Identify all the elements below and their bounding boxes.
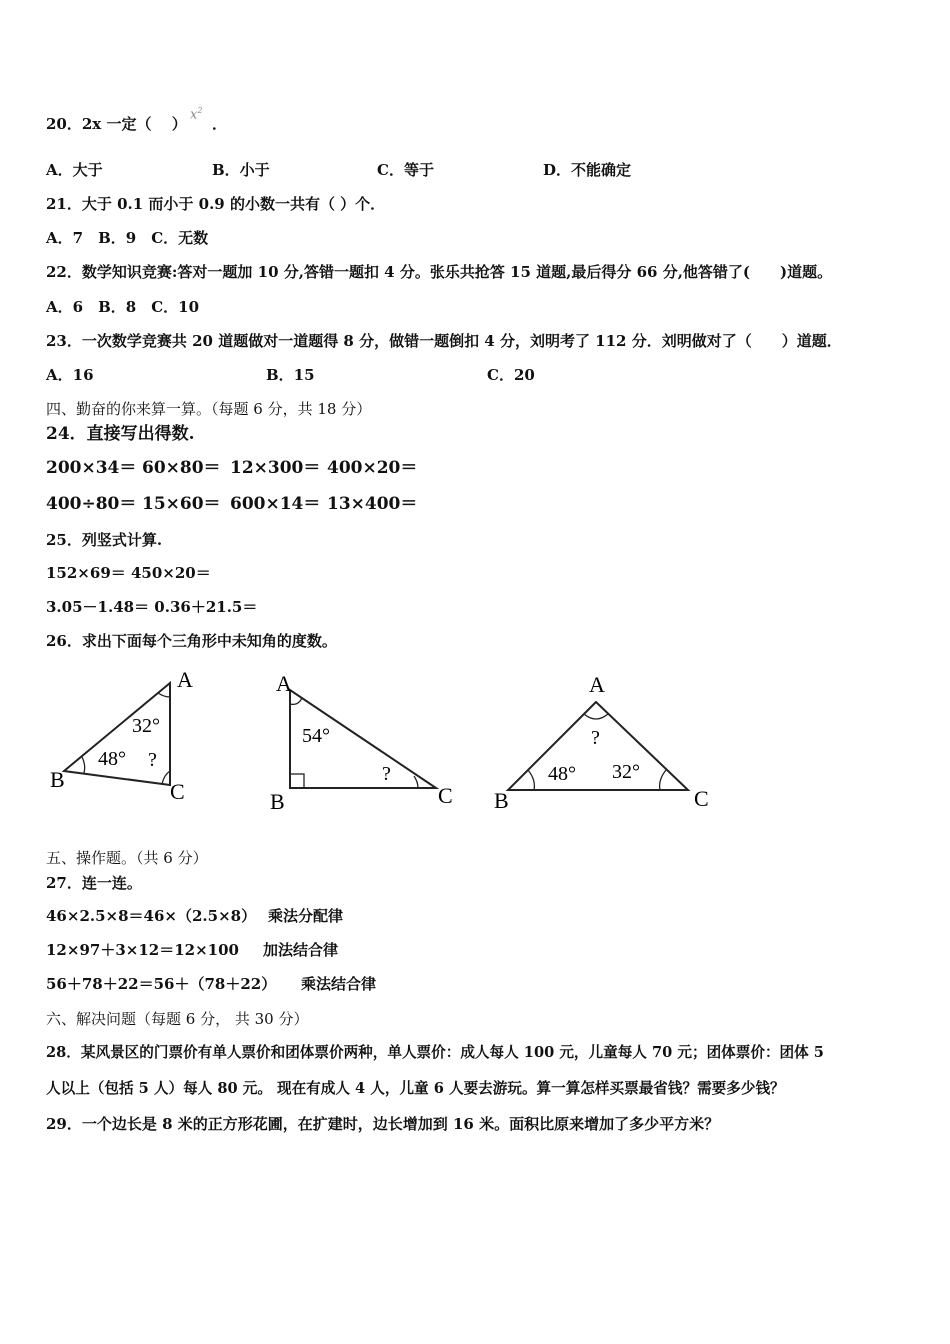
triangle-1-figure bbox=[40, 665, 220, 805]
q23-option-b: B．15 bbox=[266, 366, 315, 384]
q20-option-d: D．不能确定 bbox=[543, 161, 632, 179]
q20-tail: ． bbox=[212, 115, 228, 133]
section-4-heading: 四、勤奋的你来算一算。（每题 6 分，共 18 分） bbox=[46, 400, 372, 418]
triangle-1-angle-a: 32° bbox=[132, 715, 160, 737]
q28-line-2: 人以上（包括 5 人）每人 80 元。 现在有成人 4 人，儿童 6 人要去游玩。算一算怎样买票最省钱？需要多少钱？ bbox=[46, 1080, 785, 1097]
q24-item: 200×34＝ bbox=[46, 458, 137, 478]
q24-row-1 bbox=[46, 458, 466, 480]
q27-expression: 46×2.5×8＝46×（2.5×8） bbox=[46, 907, 257, 925]
triangle-1-label-c: C bbox=[170, 779, 185, 804]
q27-stem: 27．连一连。 bbox=[46, 874, 142, 892]
q23-option-c: C．20 bbox=[487, 366, 535, 384]
triangle-3-label-c: C bbox=[694, 786, 709, 811]
triangle-1-angle-b: 48° bbox=[98, 748, 126, 770]
q27-row bbox=[46, 940, 446, 962]
triangle-3-angle-c: 32° bbox=[612, 761, 640, 783]
triangle-2-arc-a bbox=[290, 698, 302, 704]
triangle-3-arc-a bbox=[584, 714, 608, 719]
triangle-2-angle-c: ? bbox=[382, 763, 391, 785]
q27-expression: 12×97＋3×12＝12×100 bbox=[46, 941, 239, 959]
triangle-1-arc-c bbox=[162, 771, 170, 784]
q24-item: 400÷80＝ bbox=[46, 494, 137, 514]
triangle-2-arc-c bbox=[414, 776, 418, 788]
q24-item: 600×14＝ bbox=[230, 494, 321, 514]
q20-option-a: A．大于 bbox=[46, 161, 103, 179]
triangle-3-arc-b bbox=[528, 770, 534, 790]
q22-options: A．6 B．8 C．10 bbox=[46, 298, 200, 316]
triangle-3-figure bbox=[488, 670, 728, 820]
q24-item: 400×20＝ bbox=[327, 458, 418, 478]
q23-options bbox=[46, 365, 646, 387]
q28-line-1: 28．某风景区的门票价有单人票价和团体票价两种，单人票价：成人每人 100 元，儿童每人 70 元；团体票价：团体 5 bbox=[46, 1044, 824, 1061]
triangle-1-label-b: B bbox=[50, 767, 65, 792]
triangle-2-label-a: A bbox=[276, 671, 292, 696]
q27-law: 乘法结合律 bbox=[301, 975, 377, 993]
triangle-2-angle-a: 54° bbox=[302, 725, 330, 747]
q27-expression: 56＋78＋22＝56＋（78＋22） bbox=[46, 975, 277, 993]
triangle-1-arc-b bbox=[82, 757, 85, 773]
triangle-2-right-angle-mark bbox=[290, 774, 304, 788]
q20-option-c: C．等于 bbox=[377, 161, 434, 179]
q23-stem: 23．一次数学竞赛共 20 道题做对一道题得 8 分，做错一题倒扣 4 分，刘明考了 112 分．刘明做对了（ ）道题． bbox=[46, 332, 842, 350]
section-5-heading: 五、操作题。（共 6 分） bbox=[46, 849, 208, 867]
q25-row-1: 152×69＝ 450×20＝ bbox=[46, 564, 211, 582]
q27-law: 加法结合律 bbox=[263, 941, 339, 959]
q26-stem: 26．求出下面每个三角形中未知角的度数。 bbox=[46, 632, 337, 650]
triangle-1-arc-a bbox=[158, 693, 170, 697]
q29-stem: 29．一个边长是 8 米的正方形花圃，在扩建时，边长增加到 16 米。面积比原来增加了多少平方米？ bbox=[46, 1115, 720, 1133]
q20-formula bbox=[190, 106, 202, 122]
q25-stem: 25．列竖式计算. bbox=[46, 531, 163, 549]
q24-item: 13×400＝ bbox=[327, 494, 418, 514]
triangle-3-angle-b: 48° bbox=[548, 763, 576, 785]
formula-exponent: 2 bbox=[197, 106, 203, 115]
q22-stem: 22．数学知识竞赛:答对一题加 10 分,答错一题扣 4 分。张乐共抢答 15 道题,最后得分 66 分,他答错了( )道题。 bbox=[46, 263, 833, 281]
q20-option-b: B．小于 bbox=[212, 161, 270, 179]
q24-item: 12×300＝ bbox=[230, 458, 321, 478]
triangle-3-arc-c bbox=[660, 770, 666, 790]
triangle-3-label-a: A bbox=[589, 672, 605, 697]
q23-option-a: A．16 bbox=[46, 366, 94, 384]
q24-item: 60×80＝ bbox=[142, 458, 221, 478]
q20-stem: 20．2x 一定（ ） bbox=[46, 115, 187, 133]
triangle-3-label-b: B bbox=[494, 788, 509, 813]
q27-law: 乘法分配律 bbox=[268, 907, 344, 925]
q21-stem: 21．大于 0.1 而小于 0.9 的小数一共有（ ）个． bbox=[46, 195, 386, 213]
q24-item: 15×60＝ bbox=[142, 494, 221, 514]
triangle-1-angle-c: ? bbox=[148, 749, 157, 771]
q27-row bbox=[46, 906, 446, 928]
triangle-2-label-c: C bbox=[438, 783, 453, 808]
q24-stem: 24．直接写出得数. bbox=[46, 424, 195, 444]
q20-options bbox=[46, 160, 846, 182]
triangle-2-figure bbox=[262, 670, 472, 820]
q25-row-2: 3.05－1.48＝ 0.36＋21.5＝ bbox=[46, 598, 258, 616]
triangle-3-angle-a: ? bbox=[591, 727, 600, 749]
triangle-2-label-b: B bbox=[270, 789, 285, 814]
formula-base: x bbox=[190, 107, 198, 123]
triangle-1-label-a: A bbox=[177, 667, 193, 692]
q21-options: A．7 B．9 C．无数 bbox=[46, 229, 209, 247]
q27-row bbox=[46, 974, 446, 996]
section-6-heading: 六、解决问题（每题 6 分， 共 30 分） bbox=[46, 1010, 309, 1028]
q20-stem-line bbox=[46, 114, 187, 134]
q24-row-2 bbox=[46, 494, 466, 516]
